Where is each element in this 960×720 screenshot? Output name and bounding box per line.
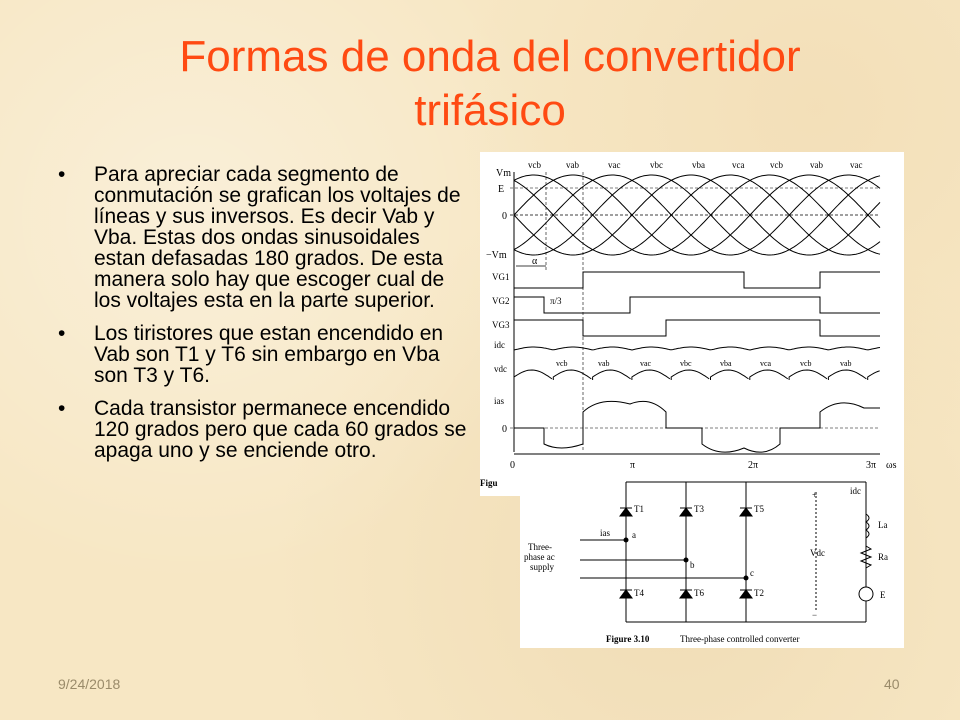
e-label: E <box>880 590 886 600</box>
thyristor-t4 <box>620 590 632 598</box>
ra-label: Ra <box>878 552 888 562</box>
gate-label: VG3 <box>492 320 510 330</box>
x-tick-group <box>510 460 897 471</box>
phase-label: vca <box>732 160 745 170</box>
vdc-phase-label: vab <box>598 359 610 368</box>
ias-label: ias <box>600 528 610 538</box>
x-tick: 3π <box>866 460 877 471</box>
idc-label: idc <box>494 340 505 350</box>
plus-label: + <box>812 490 818 500</box>
vm-label: Vm <box>496 168 511 179</box>
thyristor-t3 <box>680 508 692 516</box>
minus-label: − <box>812 610 818 620</box>
ias-zero-label: 0 <box>502 424 507 435</box>
pi-over-3-label: π/3 <box>550 296 562 306</box>
vdc-wave <box>514 370 880 380</box>
omega-label: ωs <box>886 460 897 471</box>
vdc-label: vdc <box>494 364 507 374</box>
e-label: E <box>498 184 505 195</box>
node-dot <box>624 538 628 542</box>
thyristor-t2 <box>740 590 752 598</box>
vdc-phase-label: vbc <box>680 359 692 368</box>
thyristor-label: T1 <box>634 504 644 514</box>
vdc-phase-label: vba <box>720 359 732 368</box>
phase-label: vab <box>566 160 579 170</box>
x-tick: 0 <box>510 460 515 471</box>
thyristor-t6 <box>680 590 692 598</box>
page-number: 40 <box>884 676 900 692</box>
idc-wave <box>514 347 880 350</box>
vdc-phase-label: vac <box>640 359 652 368</box>
vdc-phase-label-group <box>556 359 852 368</box>
thyristor-label: T2 <box>754 588 764 598</box>
gate-label-group <box>492 272 562 330</box>
phase-label-group <box>528 160 863 170</box>
node-label: a <box>632 530 636 540</box>
phase-label: vab <box>810 160 823 170</box>
thyristor-label: T6 <box>694 588 704 598</box>
node-dot <box>744 576 748 580</box>
circuit-caption-text: Three-phase controlled converter <box>680 634 800 644</box>
circuit-figure <box>520 472 904 648</box>
gate-label: VG1 <box>492 272 510 282</box>
idc-label: idc <box>850 486 861 496</box>
supply-label: supply <box>530 562 555 572</box>
vdc-phase-label: vcb <box>556 359 568 368</box>
circuit-wires <box>580 482 873 622</box>
x-tick: 2π <box>748 460 759 471</box>
ias-wave <box>514 401 880 452</box>
e-source <box>859 587 873 601</box>
vdc-phase-label: vca <box>760 359 772 368</box>
x-tick: π <box>630 460 636 471</box>
phase-label: vac <box>850 160 863 170</box>
bullet-item: • Para apreciar cada segmento de conmutación se grafican los voltajes de líneas y sus inversos. Es decir Vab y Vba. Estas dos ondas sinusoidales estan defasadas 180 grados. De esta manera solo hay que escoger cual de los voltajes esta en la parte superior. <box>58 164 470 311</box>
circuit-label-group <box>524 486 888 620</box>
ias-label: ias <box>494 396 504 406</box>
thyristor-label: T4 <box>634 588 644 598</box>
thyristor-t5 <box>740 508 752 516</box>
node-label: c <box>750 568 754 578</box>
bullet-list <box>58 164 470 473</box>
vdc-phase-label: vab <box>840 359 852 368</box>
phase-label: vba <box>692 160 705 170</box>
supply-label: phase ac <box>524 552 555 562</box>
slide-title <box>60 30 920 138</box>
thyristor-label: T3 <box>694 504 704 514</box>
supply-label: Three- <box>528 542 552 552</box>
y-label-group <box>486 168 511 261</box>
phase-label: vcb <box>770 160 783 170</box>
title-line-1: Formas de onda del convertidor <box>179 32 801 81</box>
neg-vm-label: −Vm <box>486 250 507 261</box>
zero-label: 0 <box>502 211 507 222</box>
vg2-wave <box>514 297 880 313</box>
phase-label: vcb <box>528 160 541 170</box>
bullet-item: • Los tiristores que estan encendido en Vab son T1 y T6 sin embargo en Vba son T3 y T6. <box>58 323 470 386</box>
bullet-item: • Cada transistor permanece encendido 120 grados pero que cada 60 grados se apaga uno y se enciende otro. <box>58 398 470 461</box>
phase-label: vac <box>608 160 621 170</box>
vg3-wave <box>514 320 880 336</box>
vdc-label: Vdc <box>810 548 825 558</box>
gate-signals <box>514 272 880 336</box>
circuit-caption-number: Figure 3.10 <box>606 634 650 644</box>
circuit-svg <box>520 472 904 648</box>
waveform-svg <box>480 152 904 496</box>
waveform-figure <box>480 152 904 496</box>
vg1-wave <box>514 272 880 288</box>
vdc-phase-label: vcb <box>800 359 812 368</box>
title-line-2: trifásico <box>414 86 566 135</box>
thyristor-label: T5 <box>754 504 764 514</box>
la-label: La <box>878 520 888 530</box>
node-label: b <box>690 560 695 570</box>
alpha-label: α <box>532 256 538 267</box>
gate-label: VG2 <box>492 296 510 306</box>
thyristor-t1 <box>620 508 632 516</box>
phase-label: vbc <box>650 160 663 170</box>
node-dot <box>684 558 688 562</box>
figure-caption-stub: Figu <box>480 478 498 488</box>
footer-date: 9/24/2018 <box>58 676 121 692</box>
